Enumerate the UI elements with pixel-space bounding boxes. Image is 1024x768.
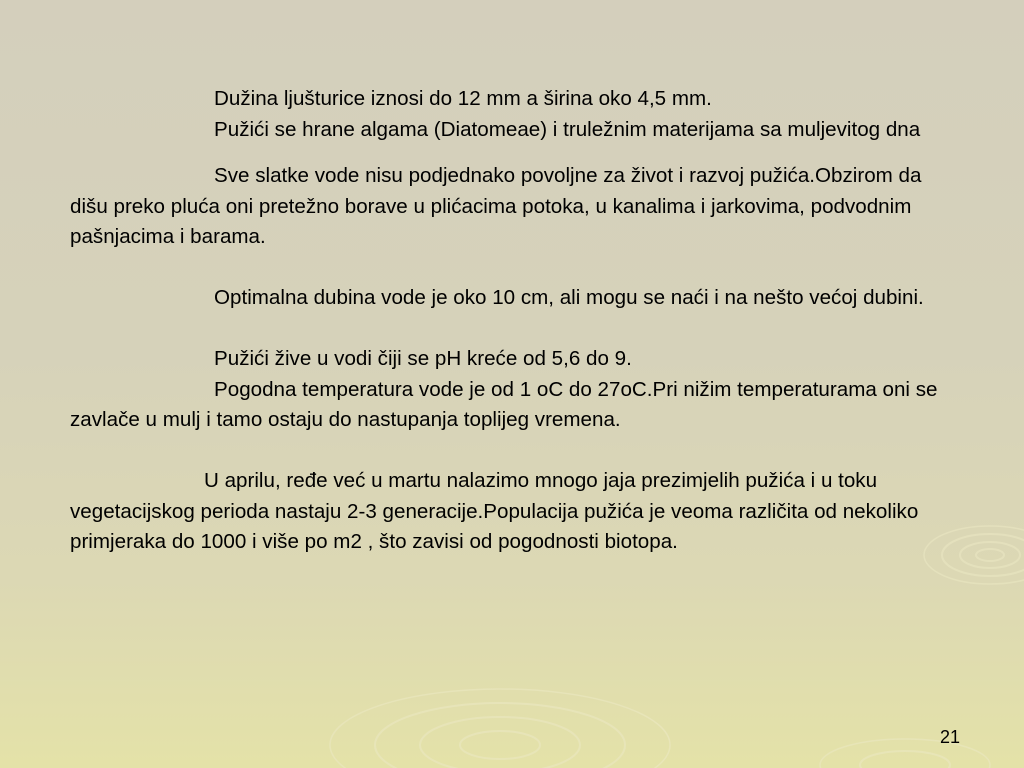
paragraph-diet: Pužići se hrane algama (Diatomeae) i truležnim materijama sa muljevitog dna xyxy=(214,117,921,141)
paragraph-temperature: Pogodna temperatura vode je od 1 oC do 27oC.Pri nižim temperaturama oni se zavlače u mulj i tamo ostaju do nastupanja toplijeg vremena. xyxy=(70,377,938,431)
paragraph-shell-size: Dužina ljušturice iznosi do 12 mm a širina oko 4,5 mm. xyxy=(214,87,712,110)
paragraph-habitat: Sve slatke vode nisu podjednako povoljne za život i razvoj pužića.Obzirom da dišu preko pluća oni pretežno borave u plićacima potoka, u kanalima i jarkovima, podvodnim pašnjacima i barama. xyxy=(70,164,922,248)
page-number: 21 xyxy=(940,727,961,747)
paragraph-water-depth: Optimalna dubina vode je oko 10 cm, ali mogu se naći i na nešto većoj dubini. xyxy=(214,286,924,309)
paragraph-reproduction: U aprilu, ređe već u martu nalazimo mnogo jaja prezimjelih pužića i u toku vegetacijskog perioda nastaju 2-3 generacije.Populacija pužića je veoma različita od nekoliko primjeraka do 1000 i više po m2 , što zavisi od pogodnosti biotopa. xyxy=(70,469,919,553)
slide-body xyxy=(70,84,950,558)
paragraph-ph-range: Pužići žive u vodi čiji se pH kreće od 5,6 do 9. xyxy=(214,347,632,370)
